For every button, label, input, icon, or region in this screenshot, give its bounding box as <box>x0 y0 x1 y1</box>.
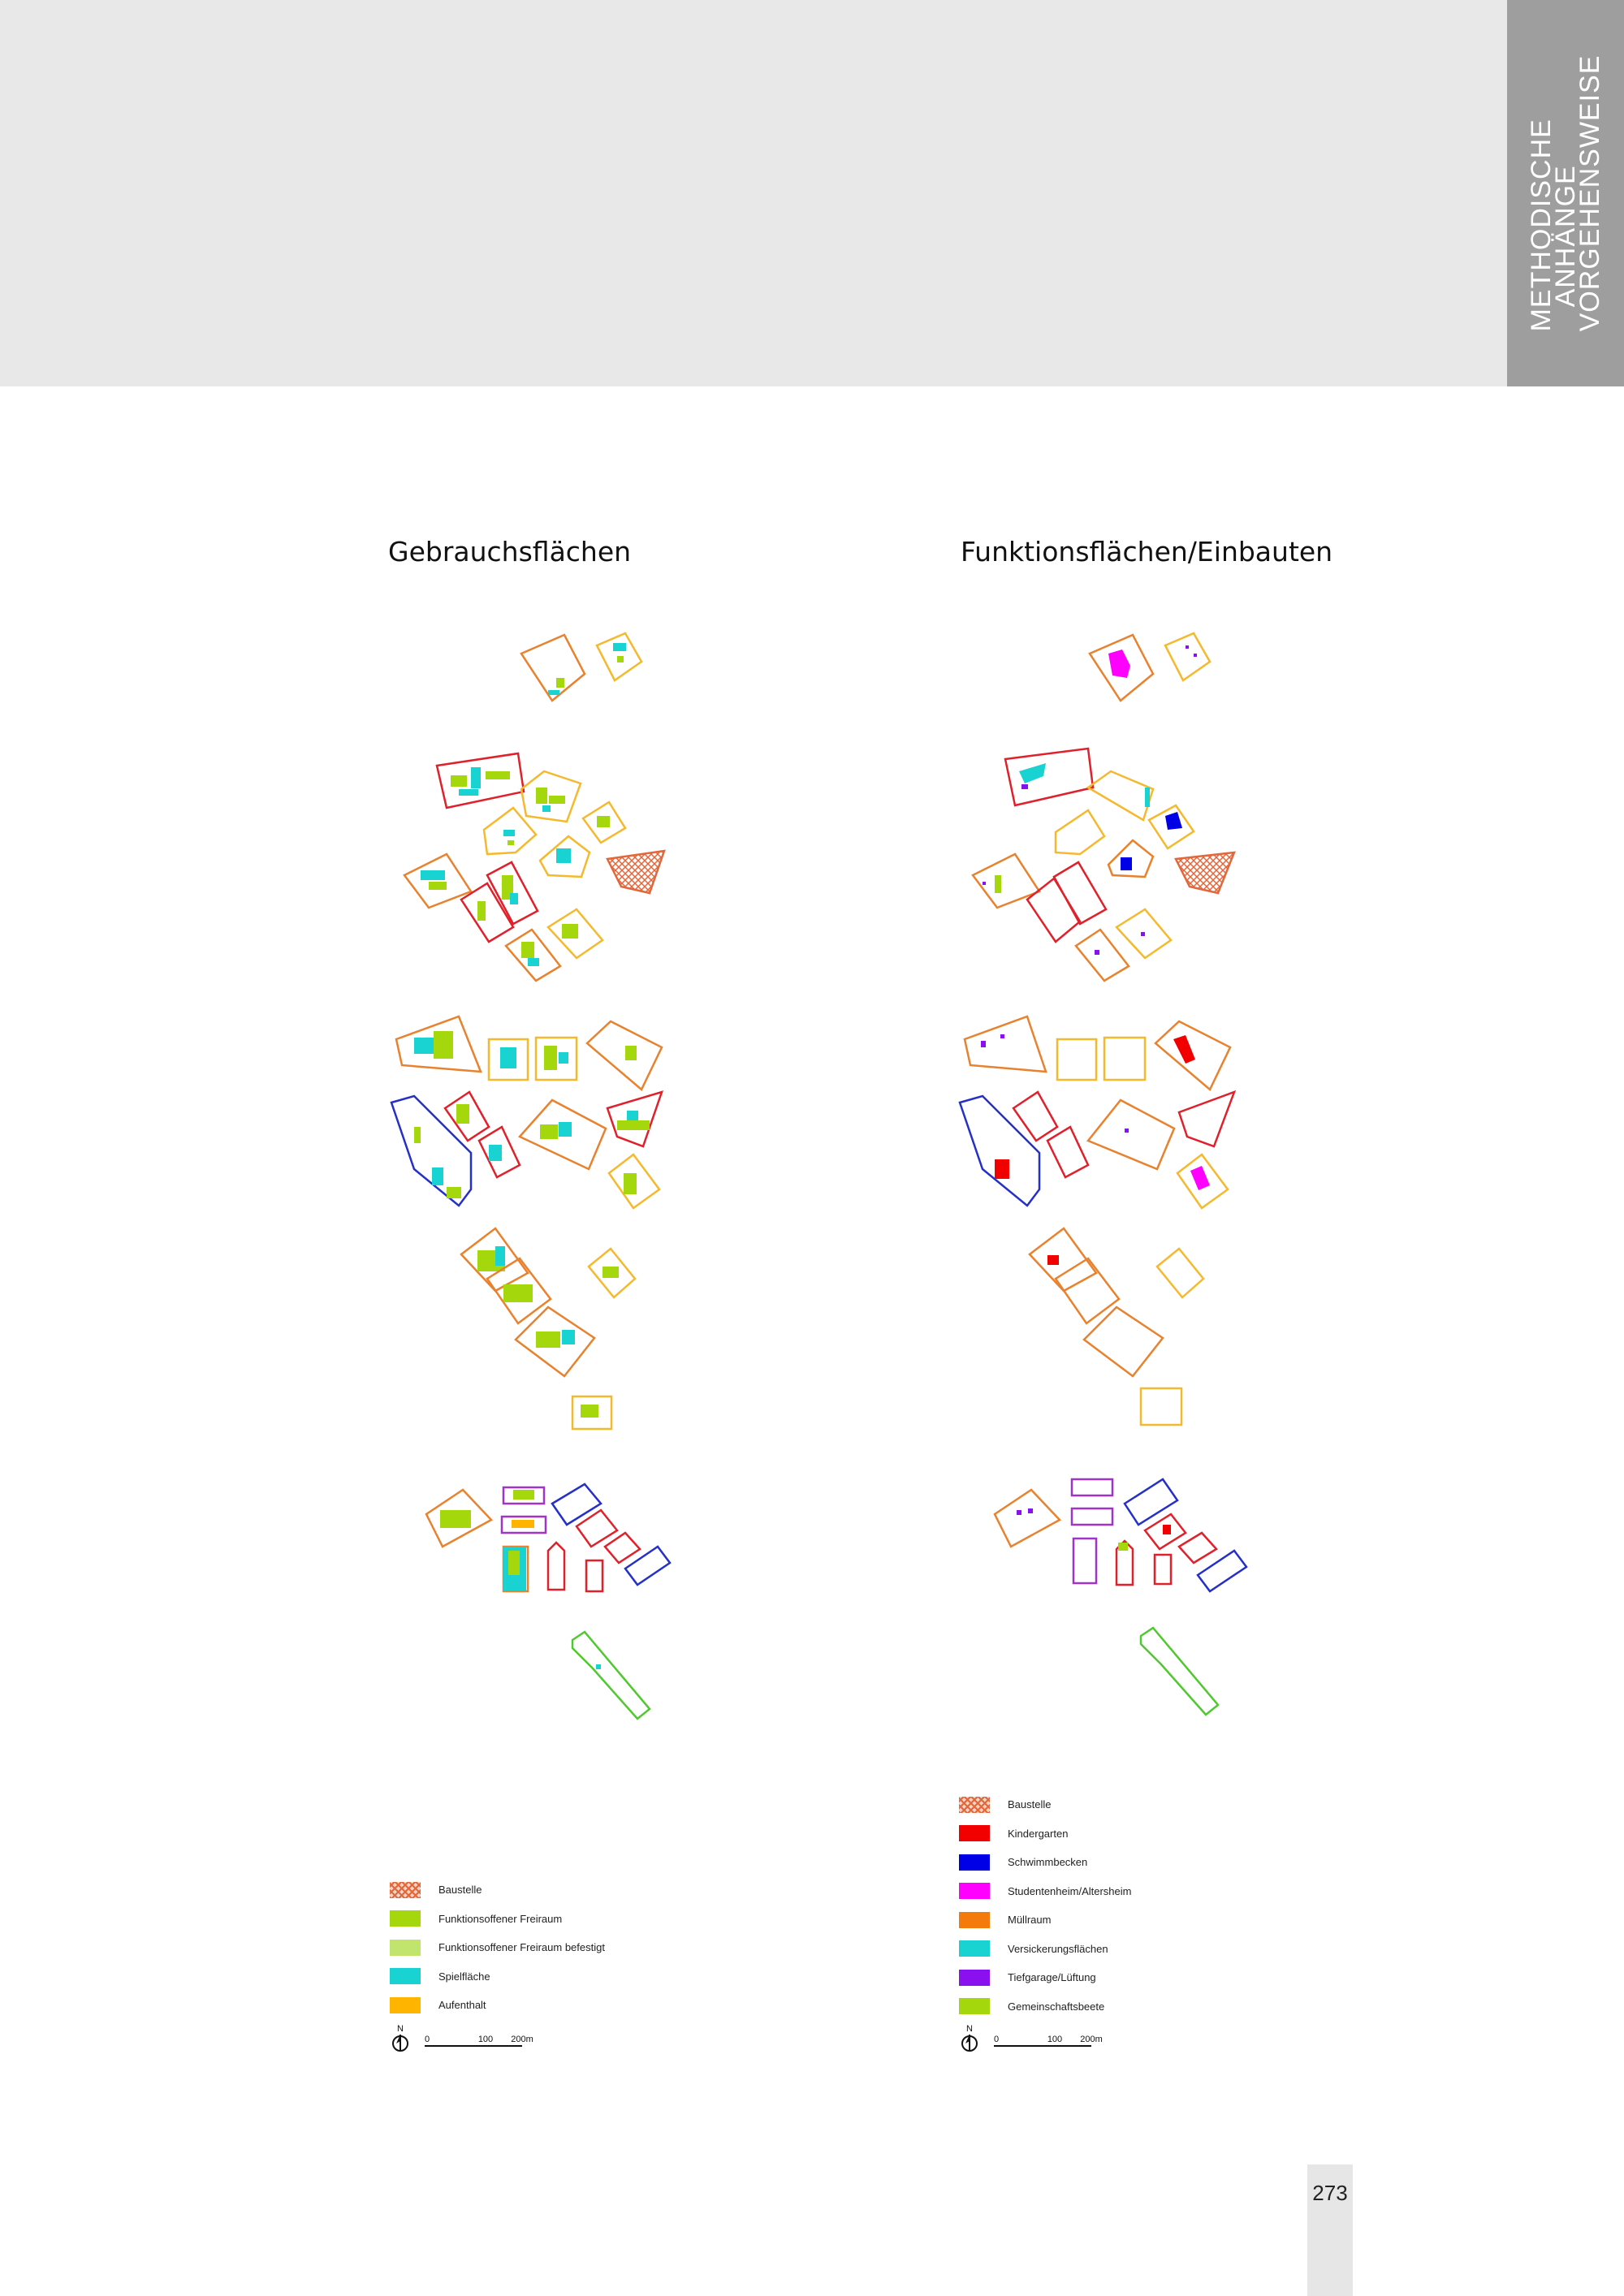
parcel <box>1088 1100 1174 1169</box>
right-legend <box>959 1790 1131 2021</box>
legend-label: Schwimmbecken <box>1008 1856 1088 1869</box>
parcel <box>521 635 585 701</box>
parcel <box>396 1016 481 1072</box>
parcel <box>520 1100 606 1169</box>
parcel <box>1155 1555 1171 1584</box>
parcel <box>1145 1514 1186 1549</box>
parcel <box>487 862 538 924</box>
parcel <box>587 1021 662 1090</box>
parcel <box>1177 1154 1228 1208</box>
legend-swatch <box>390 1910 421 1927</box>
parcel <box>540 836 590 877</box>
chapter-tab <box>1507 0 1624 386</box>
parcel <box>1056 810 1104 854</box>
parcel <box>548 909 603 958</box>
parcel <box>1155 1021 1230 1090</box>
legend-swatch <box>390 1882 421 1898</box>
legend-label: Kindergarten <box>1008 1827 1069 1840</box>
legend-label: Versickerungsflächen <box>1008 1942 1108 1955</box>
legend-label: Gemeinschaftsbeete <box>1008 2000 1105 2013</box>
legend-item <box>390 1875 605 1905</box>
legend-label: Spielfläche <box>438 1970 490 1983</box>
legend-swatch <box>959 1854 990 1871</box>
parcel <box>1141 1628 1218 1715</box>
right-map-title: Funktionsflächen/Einbauten <box>961 536 1333 568</box>
legend-item <box>390 1991 605 2020</box>
parcel <box>572 1396 611 1429</box>
parcel <box>973 854 1039 908</box>
legend-swatch <box>959 1940 990 1957</box>
scale-tick-100: 100 <box>1047 2035 1063 2044</box>
parcel <box>552 1484 601 1525</box>
parcel <box>995 1490 1060 1547</box>
parcel <box>1157 1249 1203 1297</box>
legend-label: Funktionsoffener Freiraum <box>438 1912 563 1925</box>
parcel <box>1179 1092 1234 1146</box>
parcel <box>426 1490 491 1547</box>
legend-item <box>390 1962 605 1992</box>
left-scale-bar <box>388 2022 551 2062</box>
right-scale-bar <box>957 2022 1120 2062</box>
parcel <box>586 1560 603 1591</box>
parcel <box>506 930 560 981</box>
parcel <box>502 1517 546 1533</box>
parcel <box>597 633 641 680</box>
left-legend <box>390 1875 605 2020</box>
parcel <box>1090 635 1153 701</box>
page-number: 273 <box>1312 2181 1348 2205</box>
parcel <box>965 1016 1046 1072</box>
legend-swatch <box>390 1968 421 1984</box>
parcel <box>1149 805 1194 848</box>
parcel <box>1116 1541 1133 1585</box>
parcel <box>605 1533 640 1563</box>
legend-label: Baustelle <box>1008 1798 1052 1811</box>
parcel <box>503 1487 544 1504</box>
parcel <box>1104 1038 1145 1080</box>
parcel <box>521 771 581 822</box>
parcel <box>1005 749 1093 805</box>
legend-swatch <box>959 1825 990 1841</box>
parcel <box>484 808 536 854</box>
legend-swatch <box>959 1970 990 1986</box>
legend-item <box>959 1790 1131 1819</box>
parcel <box>1057 1039 1096 1080</box>
legend-swatch <box>390 1997 421 2013</box>
parcel <box>1165 633 1210 680</box>
parcel <box>572 1632 650 1719</box>
parcel <box>1072 1479 1112 1495</box>
construction-site <box>1176 852 1234 893</box>
parcel <box>1047 1127 1088 1177</box>
parcel <box>437 753 524 808</box>
parcel <box>1141 1388 1181 1425</box>
legend-item <box>959 1992 1131 2022</box>
right-map <box>950 617 1291 1737</box>
parcel <box>536 1038 577 1080</box>
parcel <box>1116 909 1171 958</box>
legend-label: Baustelle <box>438 1884 482 1897</box>
parcel <box>1076 930 1129 981</box>
legend-item <box>959 1819 1131 1849</box>
parcel <box>607 1092 662 1146</box>
parcel <box>609 1154 659 1208</box>
chapter-tab-line-2: ANHÄNGE <box>1550 165 1581 308</box>
left-map-title: Gebrauchsflächen <box>388 536 632 568</box>
legend-item <box>959 1935 1131 1964</box>
parcel <box>479 1127 520 1177</box>
north-label: N <box>966 2024 973 2034</box>
legend-item <box>390 1905 605 1934</box>
parcel <box>583 802 625 843</box>
construction-site <box>607 851 664 893</box>
parcel <box>1179 1533 1216 1563</box>
legend-item <box>390 1933 605 1962</box>
legend-label: Tiefgarage/Lüftung <box>1008 1971 1096 1984</box>
scale-tick-100: 100 <box>477 2035 494 2044</box>
legend-item <box>959 1963 1131 1992</box>
scale-tick-0: 0 <box>424 2035 430 2044</box>
legend-swatch <box>959 1998 990 2014</box>
legend-item <box>959 1877 1131 1906</box>
parcel <box>489 1039 528 1080</box>
page-number-box <box>1307 2164 1353 2296</box>
header-band <box>0 0 1507 386</box>
scale-tick-200m: 200m <box>1080 2035 1103 2044</box>
legend-label: Studentenheim/Altersheim <box>1008 1884 1132 1897</box>
parcel <box>548 1543 564 1590</box>
chapter-tab-text <box>1526 54 1605 332</box>
legend-label: Müllraum <box>1008 1914 1052 1927</box>
scale-tick-200m: 200m <box>511 2035 533 2044</box>
scale-tick-0: 0 <box>993 2035 1000 2044</box>
chapter-tab-line-3: VORGEHENSWEISE <box>1574 54 1605 332</box>
parcel <box>1125 1479 1177 1525</box>
legend-item <box>959 1848 1131 1877</box>
parcel <box>1072 1508 1112 1525</box>
legend-label: Aufenthalt <box>438 1999 486 2012</box>
chapter-tab-line-1: METHODISCHE <box>1526 119 1557 332</box>
legend-swatch <box>390 1940 421 1956</box>
legend-item <box>959 1905 1131 1935</box>
parcel <box>503 1547 528 1591</box>
parcel <box>589 1249 635 1297</box>
parcel <box>1073 1539 1096 1583</box>
parcel <box>1088 771 1153 820</box>
legend-swatch <box>959 1883 990 1899</box>
left-map <box>382 617 723 1737</box>
parcel <box>960 1096 1039 1206</box>
north-label: N <box>397 2024 404 2034</box>
parcel <box>625 1547 670 1585</box>
legend-label: Funktionsoffener Freiraum befestigt <box>438 1941 605 1954</box>
legend-swatch <box>959 1797 990 1813</box>
legend-swatch <box>959 1912 990 1928</box>
parcel <box>1108 840 1153 877</box>
